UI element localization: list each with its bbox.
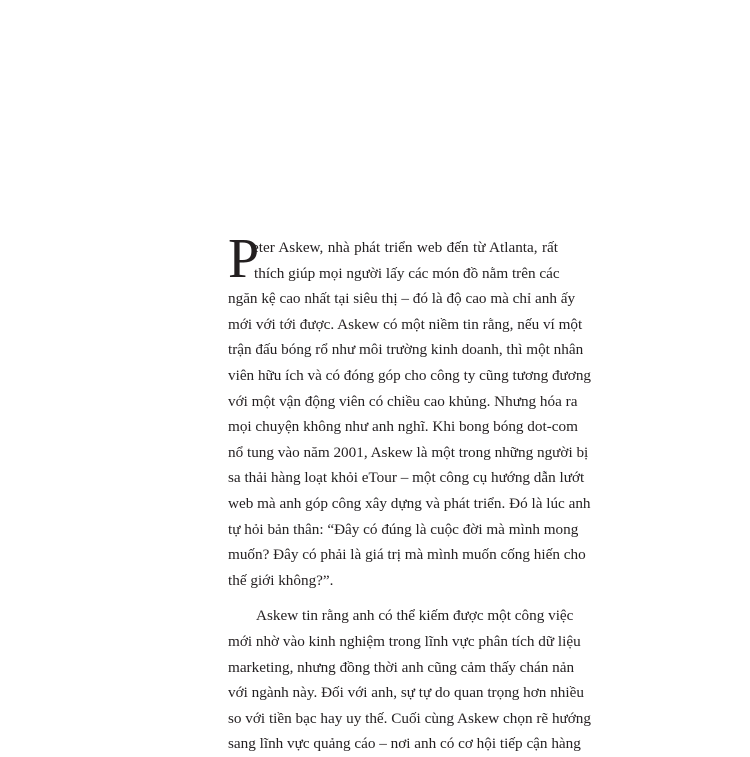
text-line: Askew tin rằng anh có thể kiếm được một công việc <box>256 607 574 625</box>
text-line: thích giúp mọi người lấy các món đồ nằm trên các <box>254 264 560 282</box>
text-line: với một vận động viên có chiều cao khủng. Nhưng hóa ra <box>228 392 578 410</box>
text-line: marketing, nhưng đồng thời anh cũng cảm thấy chán nản <box>228 658 575 676</box>
text-line: so với tiền bạc hay uy thế. Cuối cùng Askew chọn rẽ hướng <box>228 709 591 727</box>
text-line: viên hữu ích và có đóng góp cho công ty cũng tương đương <box>228 366 592 384</box>
text-line: sa thải hàng loạt khỏi eTour – một công cụ hướng dẫn lướt <box>228 469 585 487</box>
text-line: mới nhờ vào kinh nghiệm trong lĩnh vực phân tích dữ liệu <box>228 632 581 650</box>
paragraph-gap <box>228 593 558 603</box>
body-text <box>228 228 592 757</box>
text-line: trận đấu bóng rổ như môi trường kinh doanh, thì một nhân <box>228 341 584 359</box>
drop-cap: P <box>228 228 260 290</box>
text-line: web mà anh góp công xây dựng và phát triển. Đó là lúc anh <box>228 494 591 512</box>
text-line: muốn? Đây có phải là giá trị mà mình muốn cống hiến cho <box>228 546 586 564</box>
drop-cap-row <box>228 228 560 290</box>
text-line: ngăn kệ cao nhất tại siêu thị – đó là độ cao mà chỉ anh ấy <box>228 290 576 308</box>
paragraph-1 <box>228 228 592 593</box>
text-line: nổ tung vào năm 2001, Askew là một trong những người bị <box>228 443 589 461</box>
text-line: với ngành này. Đối với anh, sự tự do quan trọng hơn nhiều <box>228 684 584 702</box>
text-line: sang lĩnh vực quảng cáo – nơi anh có cơ hội tiếp cận hàng <box>228 735 581 753</box>
text-line: tự hỏi bản thân: “Đây có đúng là cuộc đời mà mình mong <box>228 520 579 538</box>
text-line: mọi chuyện không như anh nghĩ. Khi bong bóng dot-com <box>228 418 578 436</box>
text-line: mới với tới được. Askew có một niềm tin rằng, nếu ví một <box>228 315 583 333</box>
paragraph-2 <box>228 603 591 757</box>
text-line: thế giới không?”. <box>228 571 334 589</box>
text-line: eter Askew, nhà phát triển web đến từ Atlanta, rất <box>252 239 558 256</box>
